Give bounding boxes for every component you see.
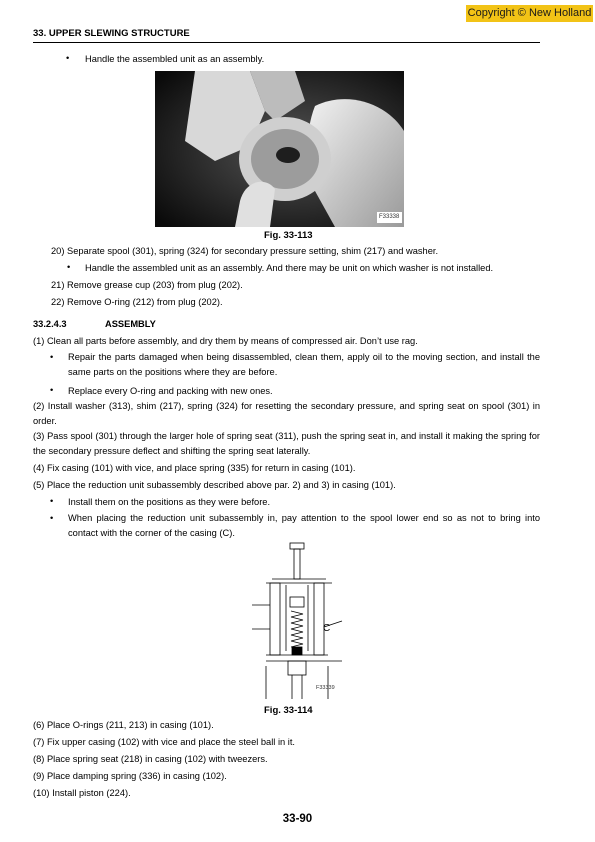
assembly-step-5-bullet-2: When placing the reduction unit subassembly in, pay attention to the spool lower end so as not to bring into contact with the corner of the casing (C). (68, 513, 540, 538)
fig-113-label: F33338 (379, 214, 400, 220)
step-9: (9) Place damping spring (336) in casing (102). (33, 771, 227, 781)
step-6: (6) Place O-rings (211, 213) in casing (101). (33, 720, 214, 730)
step-20-bullet: Handle the assembled unit as an assembly. And there may be unit on which washer is not installed. (85, 263, 494, 273)
assembly-step-1-bullet-1: Repair the parts damaged when being disassembled, clean them, apply oil to the moving section, and install the same parts on the positions where they are before. (68, 352, 540, 377)
header-rule (33, 42, 540, 43)
bullet-dot: • (67, 262, 71, 272)
heading-number: 33.2.4.3 (33, 319, 67, 329)
assembly-step-2: (2) Install washer (313), shim (217), spring (324) for resetting the secondary pressure, and spring seat on spool (301) in order. (33, 401, 540, 426)
assembly-step-1-bullet-2: Replace every O-ring and packing with new ones. (68, 386, 273, 396)
step-8: (8) Place spring seat (218) in casing (102) with tweezers. (33, 754, 268, 764)
assembly-step-4: (4) Fix casing (101) with vice, and place spring (335) for return in casing (101). (33, 463, 356, 473)
step-20: 20) Separate spool (301), spring (324) for secondary pressure setting, shim (217) and washer. (51, 246, 439, 256)
heading-title: ASSEMBLY (105, 319, 156, 329)
assembly-step-5-bullet-1: Install them on the positions as they were before. (68, 497, 271, 507)
bullet-dot: • (50, 496, 54, 506)
fig-113-caption: Fig. 33-113 (264, 230, 313, 241)
bullet-dot: • (50, 352, 54, 362)
step-7: (7) Fix upper casing (102) with vice and place the steel ball in it. (33, 737, 295, 747)
step-22: 22) Remove O-ring (212) from plug (202). (51, 297, 223, 307)
fig-114-caption: Fig. 33-114 (264, 705, 313, 716)
top-bullet-text: Handle the assembled unit as an assembly. (85, 54, 265, 64)
step-10: (10) Install piston (224). (33, 788, 131, 798)
assembly-step-5: (5) Place the reduction unit subassembly described above par. 2) and 3) in casing (101). (33, 480, 396, 490)
fig-114-drawing (252, 541, 356, 701)
fig-114-callout: C (323, 623, 331, 634)
fig-114-label: F33339 (316, 685, 335, 691)
assembly-step-3: (3) Pass spool (301) through the larger hole of spring seat (311), push the spring seat in, and install it making the spring for the secondary pressure deflect and shifting the spring seat laterally. (33, 431, 540, 456)
bullet-dot: • (66, 53, 70, 63)
assembly-step-1: (1) Clean all parts before assembly, and dry them by means of compressed air. Don’t use rag. (33, 336, 418, 346)
bullet-dot: • (50, 513, 54, 523)
fig-113-photo (155, 71, 404, 227)
page-number: 33-90 (282, 813, 313, 825)
copyright-badge: Copyright © New Holland (466, 5, 593, 22)
section-title: 33. UPPER SLEWING STRUCTURE (33, 28, 190, 39)
bullet-dot: • (50, 385, 54, 395)
step-21: 21) Remove grease cup (203) from plug (202). (51, 280, 243, 290)
